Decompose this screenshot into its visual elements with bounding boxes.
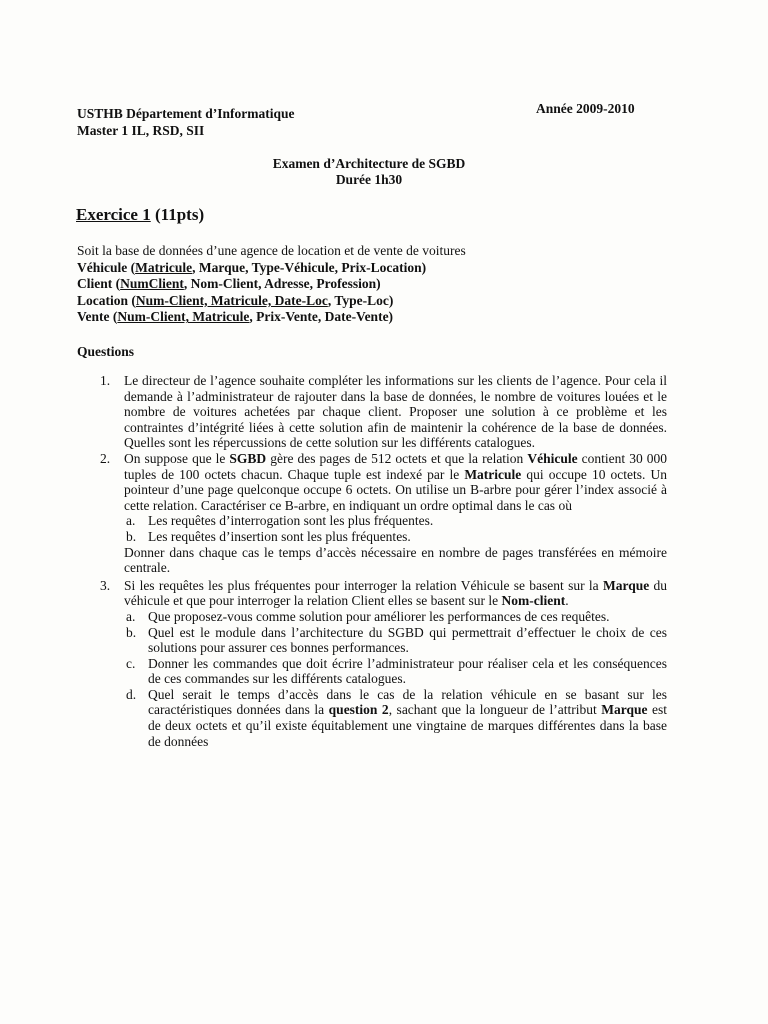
question-2 xyxy=(100,451,667,513)
question-3 xyxy=(100,578,667,609)
subquestion-text: Quel est le module dans l’architecture du SGBD qui permettrait d’effectuer le choix de ces solutions pour assurer ces bonnes performances. xyxy=(148,624,667,656)
question-2b xyxy=(100,529,667,545)
bold-term: Nom-client xyxy=(501,593,566,609)
relation-location xyxy=(77,293,466,310)
subquestion-letter: a. xyxy=(126,513,136,529)
relation-attributes: , Nom-Client, Adresse, Profession) xyxy=(183,276,381,292)
questions-heading: Questions xyxy=(77,344,135,359)
subquestion-text xyxy=(148,687,667,749)
text-run: est de deux octets et qu’il existe équitablement une vingtaine de marques différentes dans la base de données xyxy=(148,702,667,749)
text-run: . xyxy=(565,593,569,609)
relation-client xyxy=(77,276,466,293)
text-run: du véhicule et que pour interroger la relation Client elles se basent sur le xyxy=(124,577,668,609)
text-run: contient 30 000 tuples de 100 octets chacun. Chaque tuple est indexé par le xyxy=(124,450,667,482)
text-run: gère des pages de 512 octets et que la relation xyxy=(266,450,528,466)
question-text xyxy=(124,578,667,609)
bold-term: Véhicule xyxy=(527,450,578,466)
exam-title-block xyxy=(0,156,768,188)
bold-term: Marque xyxy=(602,577,650,593)
academic-year: Année 2009-2010 xyxy=(536,101,635,116)
question-number: 1. xyxy=(100,373,111,388)
exercise-label: Exercice 1 xyxy=(76,205,151,224)
subquestion-text: Les requêtes d’interrogation sont les plus fréquentes. xyxy=(148,513,434,529)
relation-attributes: , Type-Loc) xyxy=(327,292,394,308)
exercise-heading xyxy=(76,205,204,225)
subquestion-letter: b. xyxy=(126,624,137,640)
database-schema xyxy=(77,243,466,326)
subquestion-letter: a. xyxy=(126,608,136,624)
header-institution-block xyxy=(77,105,295,139)
relation-attributes: , Prix-Vente, Date-Vente) xyxy=(249,309,394,325)
bold-term: question 2 xyxy=(328,702,389,718)
subquestion-letter: d. xyxy=(126,686,137,702)
relation-vente xyxy=(77,309,466,326)
question-text: Le directeur de l’agence souhaite compléter les informations sur les clients de l’agence. Pour cela il demande à l’administrateur de rajouter dans la base de données, le nombre de voitures louées et le nombre de voitures achetées par chaque client. Proposer une solution à ce problème et les contraintes d’intégrité liées à cette solution afin de maintenir la cohérence de la base de données. Quelles sont les répercussions de cette solution sur les différents catalogues. xyxy=(124,373,667,451)
question-3d xyxy=(100,687,667,749)
primary-key: Num-Client, Matricule, Date-Loc xyxy=(135,292,328,308)
schema-intro: Soit la base de données d’une agence de location et de vente de voitures xyxy=(77,243,466,258)
text-run: Quel serait le temps d’accès dans le cas de la relation véhicule en se basant sur les caractéristiques données dans la xyxy=(148,686,667,718)
questions-list xyxy=(100,373,667,749)
bold-term: Marque xyxy=(601,702,648,718)
question-3b xyxy=(100,625,667,656)
relation-name: Véhicule ( xyxy=(77,259,136,275)
question-number: 2. xyxy=(100,450,111,466)
institution-name: USTHB Département d’Informatique xyxy=(77,106,295,121)
subquestion-letter: c. xyxy=(126,655,136,671)
exam-duration: Durée 1h30 xyxy=(335,172,403,187)
question-3a xyxy=(100,609,667,625)
question-2-tail xyxy=(100,545,667,576)
relation-vehicule xyxy=(77,260,466,277)
primary-key: Matricule xyxy=(135,259,193,275)
exam-title: Examen d’Architecture de SGBD xyxy=(272,156,466,171)
question-number: 3. xyxy=(100,577,111,593)
bold-term: Matricule xyxy=(464,466,522,482)
question-3c xyxy=(100,656,667,687)
text-run: On suppose que le xyxy=(124,450,230,466)
question-2a xyxy=(100,513,667,529)
question-text xyxy=(124,451,667,513)
subquestion-text: Que proposez-vous comme solution pour améliorer les performances de ces requêtes. xyxy=(148,608,610,624)
question-text: Donner dans chaque cas le temps d’accès nécessaire en nombre de pages transférées en mémoire centrale. xyxy=(124,544,667,576)
text-run: qui occupe 10 octets. Un pointeur d’une page quelconque occupe 6 octets. On utilise un B-arbre pour gérer l’index associé à cette relation. Caractériser ce B-arbre, en indiquant un ordre optimal dans le cas où xyxy=(124,466,667,513)
bold-term: SGBD xyxy=(229,450,267,466)
text-run: , sachant que la longueur de l’attribut xyxy=(388,702,602,718)
text-run: Si les requêtes les plus fréquentes pour interroger la relation Véhicule se basent sur la xyxy=(124,577,603,593)
relation-attributes: , Marque, Type-Véhicule, Prix-Location) xyxy=(192,259,427,275)
subquestion-text: Les requêtes d’insertion sont les plus fréquentes. xyxy=(148,528,411,544)
relation-name: Vente ( xyxy=(77,309,118,325)
subquestion-letter: b. xyxy=(126,528,137,544)
programs-line: Master 1 IL, RSD, SII xyxy=(77,123,205,138)
primary-key: NumClient xyxy=(120,276,184,292)
subquestion-text: Donner les commandes que doit écrire l’administrateur pour réaliser cela et les conséquences de ces commandes sur les différents catalogues. xyxy=(148,655,667,687)
relation-name: Client ( xyxy=(77,276,121,292)
relation-name: Location ( xyxy=(77,292,136,308)
question-1 xyxy=(100,373,667,451)
exercise-points: (11pts) xyxy=(150,205,205,224)
primary-key: Num-Client, Matricule xyxy=(117,309,250,325)
